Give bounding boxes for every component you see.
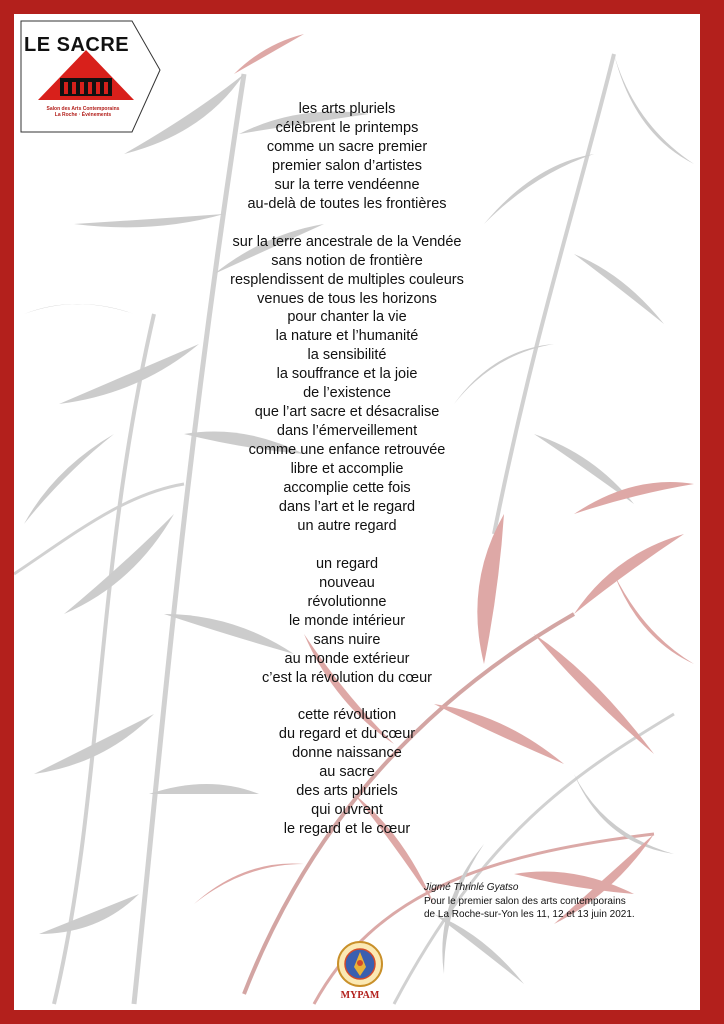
poem-line: le regard et le cœur: [283, 821, 411, 838]
poem-line: venues de tous les horizons: [257, 290, 437, 307]
stanza-4: [14, 706, 680, 839]
poem-line: un autre regard: [297, 517, 397, 534]
poem-line: libre et accomplie: [290, 461, 404, 478]
author-name: Jigmé Thrinlé Gyatso: [424, 882, 519, 893]
poem-line: du regard et du cœur: [278, 726, 416, 743]
seal-label: MYPAM: [340, 990, 380, 1001]
poem-line: sans notion de frontière: [271, 252, 423, 269]
poem-line: comme un sacre premier: [266, 138, 428, 155]
logo-title: LE SACRE: [24, 34, 130, 56]
signature-block: [424, 881, 635, 922]
poem-line: qui ouvrent: [311, 802, 383, 819]
poem-line: au sacre: [319, 764, 375, 781]
poem-line: que l’art sacre et désacralise: [254, 404, 440, 421]
poem-line: les arts pluriels: [298, 101, 396, 117]
poem-line: la nature et l’humanité: [275, 328, 419, 345]
poem-line: dans l’art et le regard: [278, 499, 416, 515]
poem-line: au-delà de toutes les frontières: [247, 195, 447, 212]
poem-line: le monde intérieur: [288, 612, 406, 629]
poem-line: la souffrance et la joie: [276, 366, 418, 383]
stanza-1: [14, 100, 680, 214]
poem-line: comme une enfance retrouvée: [248, 442, 446, 459]
mypam-seal: [332, 939, 388, 1003]
poem-line: premier salon d’artistes: [272, 157, 422, 174]
poem-line: sur la terre vendéenne: [274, 176, 420, 193]
poem-line: de l’existence: [303, 385, 391, 402]
poem-line: cette révolution: [297, 707, 397, 724]
dedication-line-1: Pour le premier salon des arts contemporains: [424, 895, 626, 907]
poem-line: des arts pluriels: [296, 783, 398, 800]
poster-page: [14, 14, 700, 1010]
poem-line: accomplie cette fois: [283, 480, 411, 497]
poem-line: resplendissent de multiples couleurs: [230, 271, 464, 288]
stanza-3: [14, 555, 680, 688]
poem-line: la sensibilité: [307, 347, 387, 364]
poem-line: dans l’émerveillement: [276, 423, 418, 440]
poem-line: sans nuire: [313, 631, 381, 648]
poem-line: pour chanter la vie: [287, 309, 407, 326]
poem-line: au monde extérieur: [284, 650, 410, 667]
poem-line: c’est la révolution du cœur: [261, 669, 433, 686]
poem: [14, 100, 680, 839]
poem-line: sur la terre ancestrale de la Vendée: [232, 233, 462, 250]
logo-subtitle-line1: Salon des Arts Contemporains: [46, 106, 120, 112]
stanza-2: [14, 233, 680, 536]
logo-subtitle-line2: La Roche · Événements: [54, 112, 112, 118]
poem-line: un regard: [315, 555, 379, 572]
dedication-line-2: de La Roche-sur-Yon les 11, 12 et 13 juin 2021.: [424, 909, 635, 921]
poem-line: nouveau: [319, 574, 375, 591]
poem-line: révolutionne: [307, 593, 387, 610]
poem-line: célèbrent le printemps: [275, 119, 419, 136]
poem-line: donne naissance: [292, 745, 402, 762]
